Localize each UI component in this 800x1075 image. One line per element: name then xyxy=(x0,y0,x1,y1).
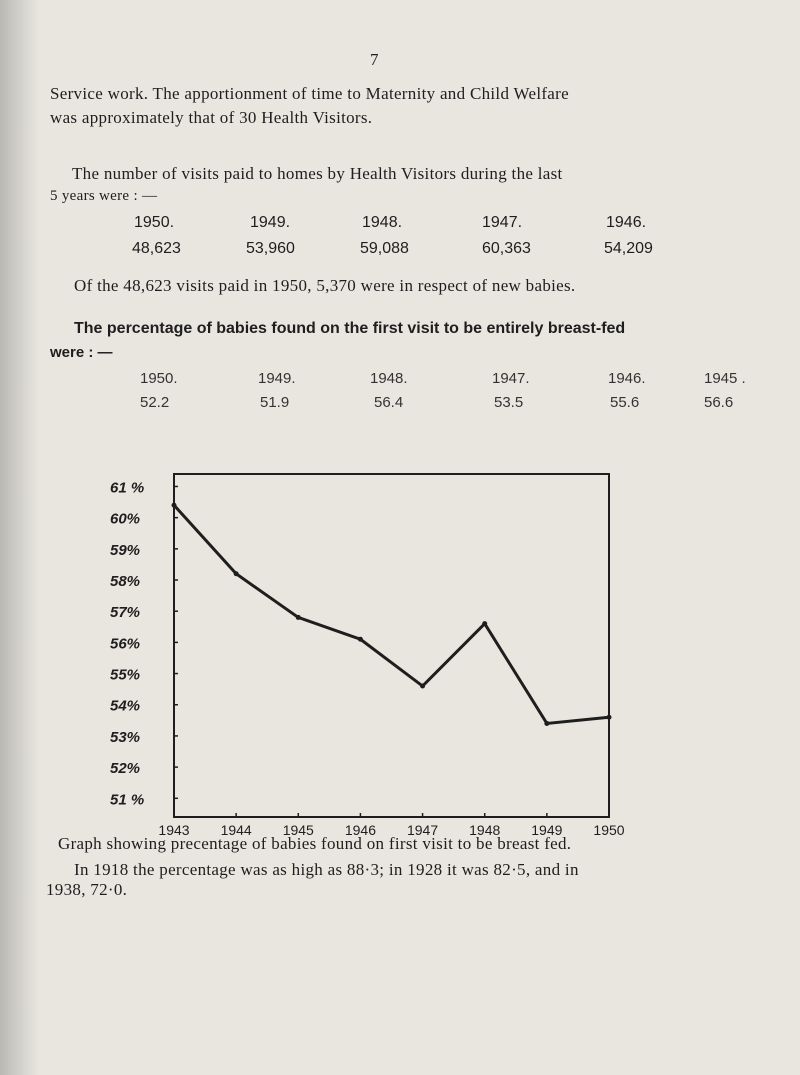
data-point xyxy=(420,684,425,689)
breastfed-line-2: were : — xyxy=(50,344,113,361)
visits-year-1950: 1950. xyxy=(134,214,175,231)
y-tick-label: 60% xyxy=(110,510,141,528)
visits-count-1950: 48,623 xyxy=(132,240,181,257)
data-point xyxy=(172,503,177,508)
intro-line-1: Service work. The apportionment of time to Maternity and Child Welfare xyxy=(50,84,569,103)
series-line xyxy=(174,505,609,723)
x-tick-label: 1948 xyxy=(469,822,501,838)
y-tick-label: 53% xyxy=(110,728,141,746)
x-tick-label: 1949 xyxy=(531,822,563,838)
chart-caption: Graph showing precentage of babies found on first visit to be breast fed. xyxy=(58,834,572,853)
x-tick-label: 1943 xyxy=(158,822,190,838)
footer-line-2: 1938, 72·0. xyxy=(46,880,128,899)
visits-count-1946: 54,209 xyxy=(604,240,653,257)
breastfed-value-1946: 55.6 xyxy=(610,394,640,411)
breastfed-year-1945: 1945 . xyxy=(704,370,746,387)
y-tick-label: 51 % xyxy=(110,791,145,809)
x-tick-label: 1945 xyxy=(282,822,314,838)
breastfed-year-1949: 1949. xyxy=(258,370,296,387)
intro-line-2: was approximately that of 30 Health Visitors. xyxy=(50,108,373,127)
data-point xyxy=(482,621,487,626)
x-tick-label: 1944 xyxy=(220,822,252,838)
chart-frame xyxy=(174,474,609,817)
visits-note: Of the 48,623 visits paid in 1950, 5,370 were in respect of new babies. xyxy=(74,276,576,295)
y-tick-label: 54% xyxy=(110,697,141,715)
x-tick-label: 1946 xyxy=(344,822,377,838)
visits-year-1947: 1947. xyxy=(482,214,523,231)
breastfed-value-1945: 56.6 xyxy=(704,394,734,411)
visits-year-1948: 1948. xyxy=(362,214,403,231)
footer-line-1: In 1918 the percentage was as high as 88·3; in 1928 it was 82·5, and in xyxy=(74,860,579,879)
breastfed-value-1949: 51.9 xyxy=(260,394,290,411)
visits-year-1946: 1946. xyxy=(606,214,647,231)
breastfed-value-1950: 52.2 xyxy=(140,394,170,411)
x-tick-label: 1950 xyxy=(593,822,625,838)
y-tick-label: 57% xyxy=(110,604,141,622)
data-point xyxy=(607,715,612,720)
breastfed-year-1948: 1948. xyxy=(370,370,408,387)
y-tick-label: 52% xyxy=(110,760,141,778)
y-tick-label: 55% xyxy=(110,666,141,684)
breastfed-line-1: The percentage of babies found on the first visit to be entirely breast-fed xyxy=(74,320,626,337)
breastfed-year-1947: 1947. xyxy=(492,370,530,387)
data-point xyxy=(234,571,239,576)
x-tick-label: 1947 xyxy=(406,822,439,838)
breastfed-value-1948: 56.4 xyxy=(374,394,404,411)
data-point xyxy=(296,615,301,620)
y-tick-label: 59% xyxy=(110,541,141,559)
visits-count-1949: 53,960 xyxy=(246,240,295,257)
y-tick-label: 56% xyxy=(110,635,141,653)
breastfed-value-1947: 53.5 xyxy=(494,394,524,411)
y-tick-label: 61 % xyxy=(110,479,145,497)
data-point xyxy=(544,721,549,726)
visits-count-1948: 59,088 xyxy=(360,240,409,257)
visits-count-1947: 60,363 xyxy=(482,240,531,257)
visits-year-1949: 1949. xyxy=(250,214,291,231)
y-tick-label: 58% xyxy=(110,573,141,591)
visits-line-2: 5 years were : — xyxy=(50,188,158,204)
data-point xyxy=(358,637,363,642)
breastfed-year-1946: 1946. xyxy=(608,370,646,387)
page-number: 7 xyxy=(370,50,379,69)
breastfed-year-1950: 1950. xyxy=(140,370,178,387)
visits-line-1: The number of visits paid to homes by Health Visitors during the last xyxy=(72,164,563,183)
